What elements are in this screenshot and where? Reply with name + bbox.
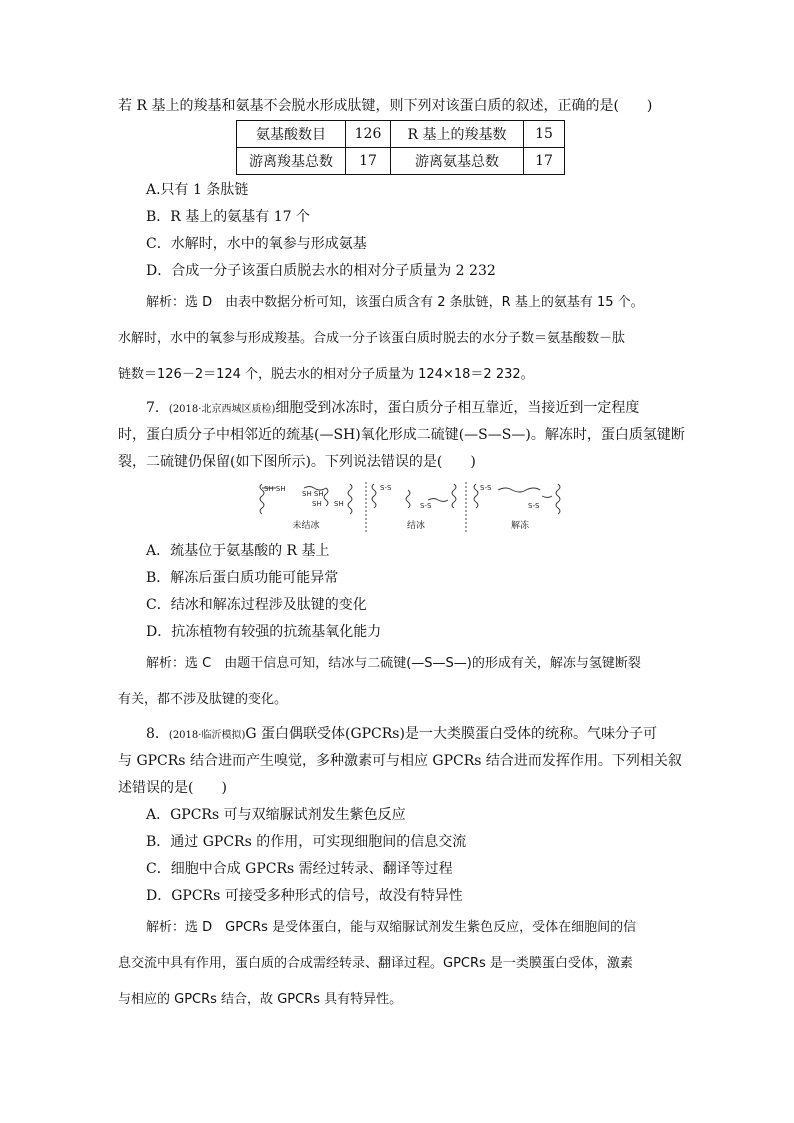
- explanation-line: 息交流中具有作用，蛋白质的合成需经转录、翻译过程。GPCRs 是一类膜蛋白受体，激素: [118, 956, 633, 971]
- q8-stem-line: 与 GPCRs 结合进而产生嗅觉，多种激素可与相应 GPCRs 结合进而发挥作用。下列相关叙: [118, 753, 682, 769]
- option-b: B．通过 GPCRs 的作用，可实现细胞间的信息交流: [146, 834, 467, 850]
- explanation-line: 与相应的 GPCRs 结合，故 GPCRs 具有特异性。: [118, 992, 403, 1007]
- ss-label: S-S: [480, 484, 492, 492]
- protein-chain: [474, 484, 478, 508]
- question-number: 7．: [146, 400, 169, 416]
- table-cell: R 基上的羧基数: [391, 121, 524, 148]
- table-cell: 游离氨基总数: [391, 148, 524, 175]
- q8-stem: [146, 725, 657, 745]
- diagram-label-frozen: 结冰: [406, 521, 426, 531]
- diagram-label-unfrozen: 未结冰: [292, 521, 320, 531]
- option-d: D．GPCRs 可接受多种形式的信号，故没有特异性: [146, 888, 463, 904]
- sh-label: SH SH: [302, 490, 324, 498]
- option-c: C．结冰和解冻过程涉及肽键的变化: [146, 597, 367, 613]
- stem-text: G 蛋白偶联受体(GPCRs)是一大类膜蛋白受体的统称。气味分子可: [245, 726, 657, 742]
- question-source: (2018·北京西城区质检): [168, 404, 276, 415]
- option-c: C．细胞中合成 GPCRs 需经过转录、翻译等过程: [146, 861, 453, 877]
- protein-chain: [406, 490, 410, 508]
- option-a: A.只有 1 条肽链: [146, 182, 249, 198]
- stem-text: 细胞受到冰冻时，蛋白质分子相互靠近，当接近到一定程度: [275, 400, 640, 416]
- option-b: B．解冻后蛋白质功能可能异常: [146, 570, 339, 586]
- table-row: [237, 148, 565, 175]
- table-cell: 126: [346, 121, 391, 148]
- q8-stem-line: 述错误的是( ): [118, 780, 227, 796]
- q7-stem-line: 时，蛋白质分子中相邻近的巯基(—SH)氧化形成二硫键(—S—S—)。解冻时，蛋白质氢键断: [118, 427, 685, 443]
- ss-label: S-S: [528, 502, 540, 510]
- option-a: A．巯基位于氨基酸的 R 基上: [146, 543, 330, 559]
- explanation-line: 有关，都不涉及肽键的变化。: [118, 692, 288, 707]
- protein-chain: [452, 484, 456, 508]
- explanation-line: 解析：选 C 由题干信息可知，结冰与二硫键(—S—S—)的形成有关，解冻与氢键断裂: [146, 656, 641, 671]
- table-cell: 15: [524, 121, 565, 148]
- q7-stem: [146, 399, 639, 419]
- table-cell: 17: [524, 148, 565, 175]
- q7-stem-line: 裂，二硫键仍保留(如下图所示)。下列说法错误的是( ): [118, 454, 476, 470]
- option-b: B．R 基上的氨基有 17 个: [146, 209, 310, 225]
- option-c: C．水解时，水中的氧参与形成氨基: [146, 236, 367, 252]
- ss-label: S-S: [380, 484, 392, 492]
- sh-label: SH SH: [264, 485, 286, 493]
- table-cell: 氨基酸数目: [237, 121, 346, 148]
- question-number: 8．: [146, 726, 169, 742]
- diagram-label-thawed: 解冻: [510, 521, 530, 531]
- protein-chain: [372, 484, 376, 508]
- disulfide-bond-diagram: [258, 478, 574, 538]
- protein-chain: [556, 484, 560, 514]
- explanation-line: 解析：选 D GPCRs 是受体蛋白，能与双缩脲试剂发生紫色反应，受体在细胞间的信: [146, 920, 637, 935]
- ss-label: S-S: [420, 502, 432, 510]
- table-row: [237, 121, 565, 148]
- protein-chain: [324, 488, 328, 506]
- q6-stem: 若 R 基上的羧基和氨基不会脱水形成肽键，则下列对该蛋白质的叙述，正确的是( ): [118, 98, 653, 114]
- protein-chain: [542, 496, 552, 498]
- protein-chain: [498, 488, 540, 492]
- option-a: A．GPCRs 可与双缩脲试剂发生紫色反应: [146, 807, 406, 823]
- question-source: (2018·临沂模拟): [168, 730, 246, 741]
- amino-acid-table: [236, 120, 565, 175]
- explanation-line: 链数＝126－2＝124 个，脱去水的相对分子质量为 124×18＝2 232。: [118, 367, 534, 382]
- protein-chain: [348, 484, 352, 514]
- option-d: D．抗冻植物有较强的抗巯基氧化能力: [146, 624, 382, 640]
- table-cell: 17: [346, 148, 391, 175]
- table-cell: 游离羧基总数: [237, 148, 346, 175]
- explanation-line: 解析：选 D 由表中数据分析可知，该蛋白质含有 2 条肽链，R 基上的氨基有 15 个。: [146, 295, 644, 310]
- sh-label: SH: [334, 500, 344, 508]
- sh-label: SH: [312, 500, 322, 508]
- option-d: D．合成一分子该蛋白质脱去水的相对分子质量为 2 232: [146, 263, 496, 279]
- explanation-line: 水解时，水中的氧参与形成羧基。合成一分子该蛋白质时脱去的水分子数＝氨基酸数－肽: [118, 331, 626, 346]
